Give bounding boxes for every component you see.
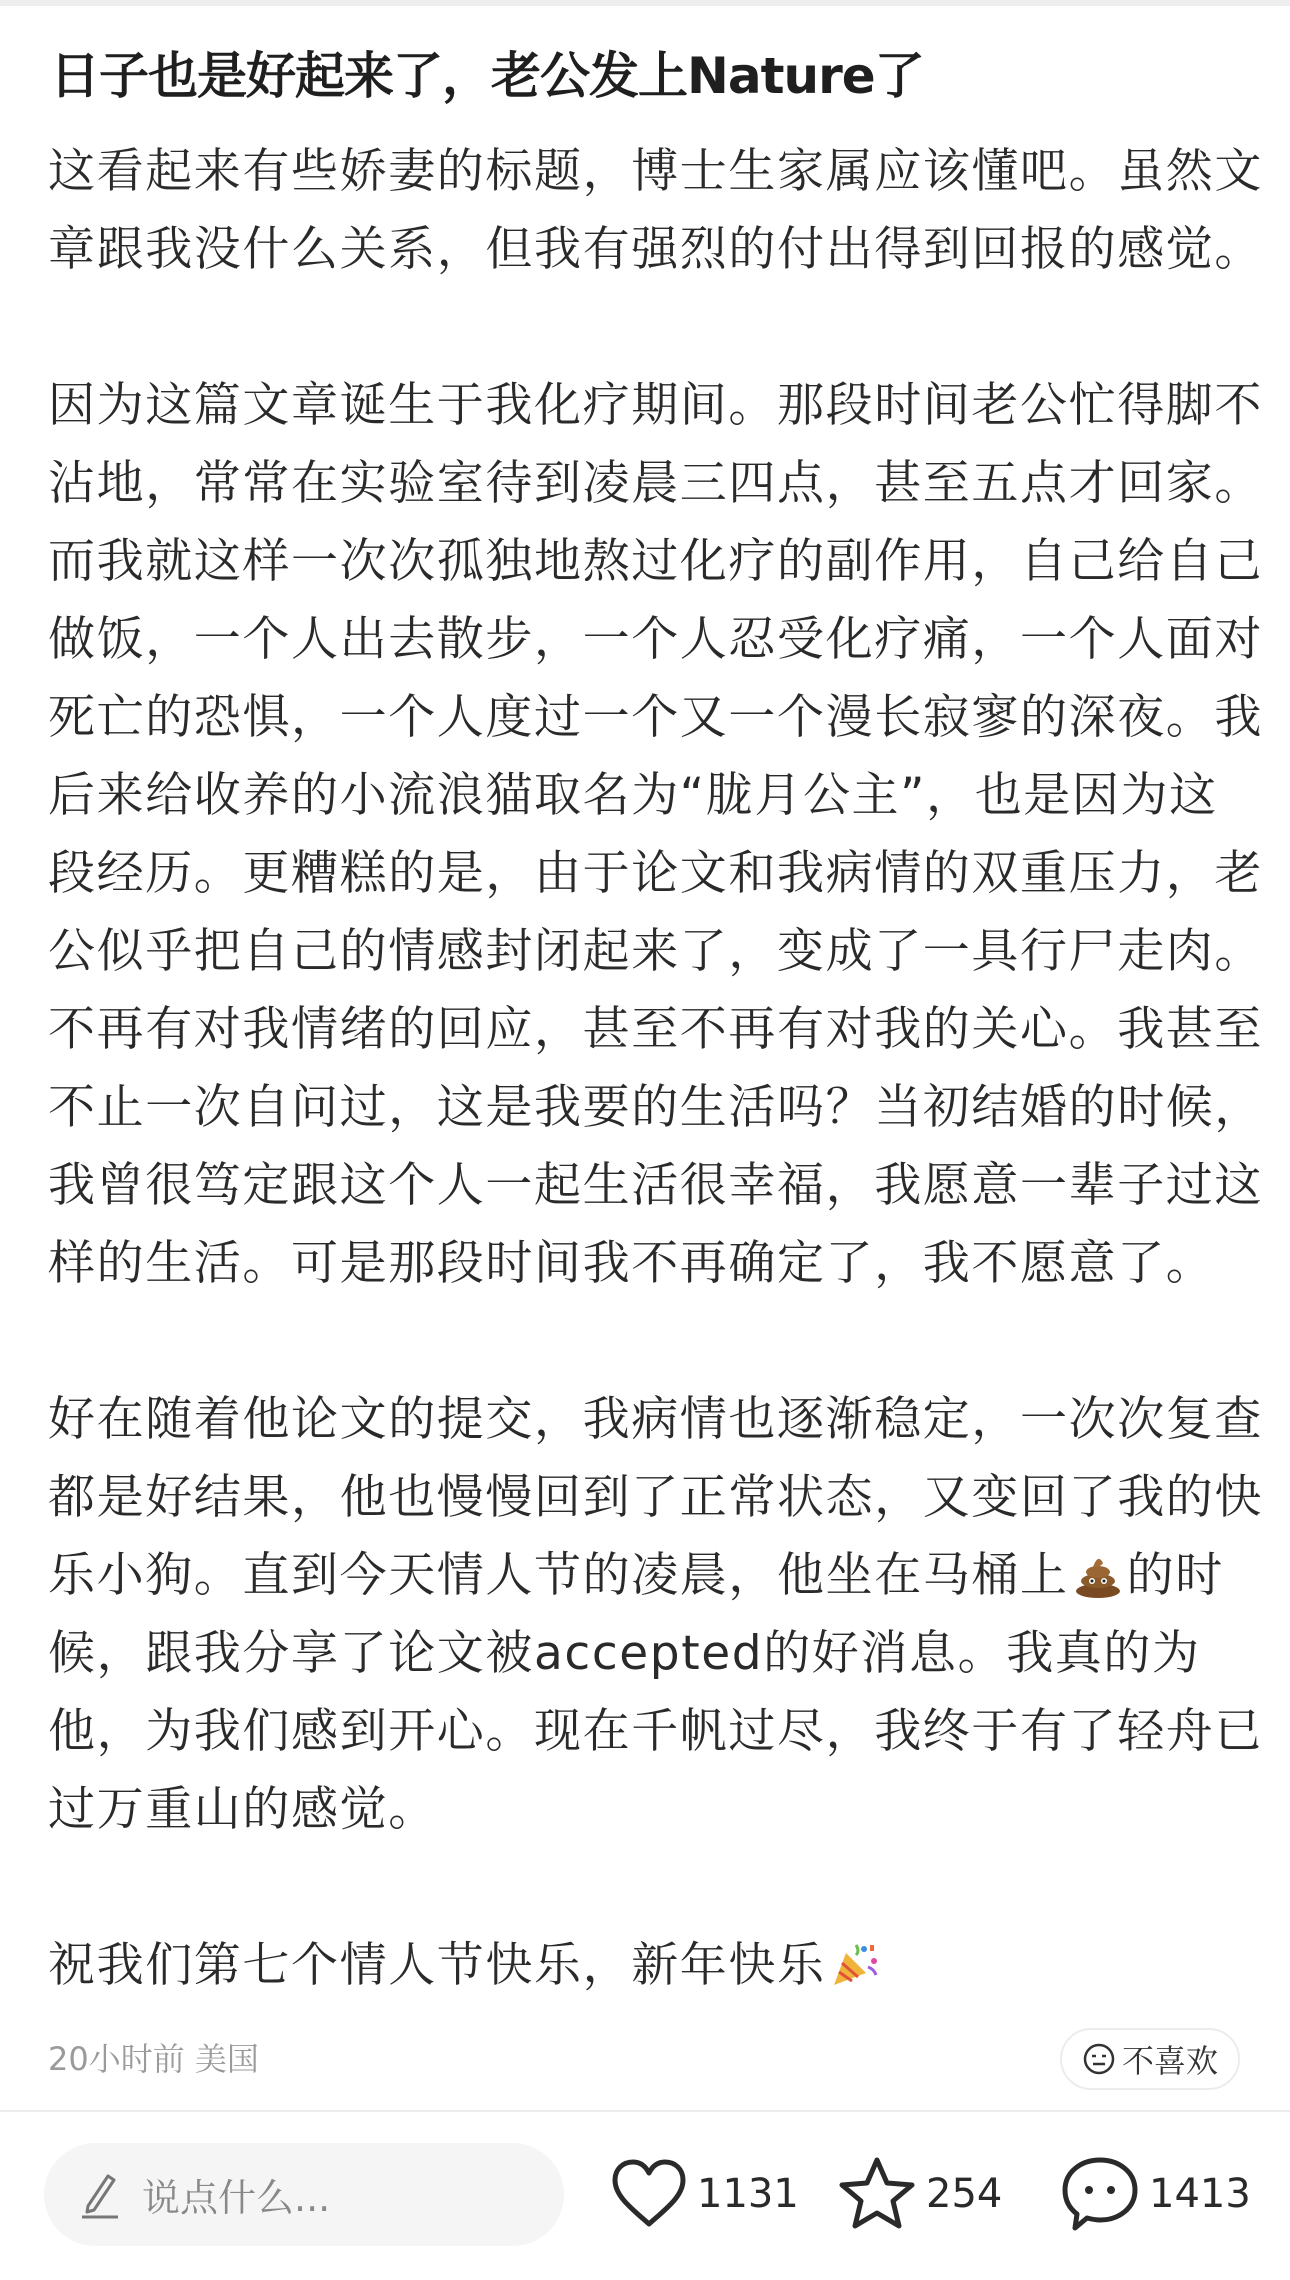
favorite-count: 254: [926, 2171, 1003, 2217]
text-line: 这看起来有些娇妻的标题，博士生家属应该懂吧。虽然文: [48, 144, 1263, 199]
text-line: 死亡的恐惧，一个人度过一个又一个漫长寂寥的深夜。我: [48, 690, 1263, 745]
post-title: 日子也是好起来了，老公发上Nature了: [50, 47, 924, 105]
text-line: 候，跟我分享了论文被accepted的好消息。我真的为: [48, 1626, 1201, 1681]
paragraph-4: [48, 1927, 1248, 2005]
star-icon: [838, 2156, 916, 2232]
text-line: 而我就这样一次次孤独地熬过化疗的副作用，自己给自己: [48, 534, 1263, 589]
text-line: 因为这篇文章诞生于我化疗期间。那段时间老公忙得脚不: [48, 378, 1263, 433]
text-line: 不止一次自问过，这是我要的生活吗？当初结婚的时候，: [48, 1080, 1263, 1135]
text-line: 样的生活。可是那段时间我不再确定了，我不愿意了。: [48, 1236, 1215, 1291]
text-line: 好在随着他论文的提交，我病情也逐渐稳定，一次次复查: [48, 1392, 1263, 1447]
text-segment: 的时: [1126, 1548, 1224, 1603]
text-segment: 祝我们第七个情人节快乐，新年快乐: [48, 1938, 826, 1993]
post-body: [48, 133, 1263, 2083]
text-line: 公似乎把自己的情感封闭起来了，变成了一具行尸走肉。: [48, 924, 1263, 979]
text-line: 都是好结果，他也慢慢回到了正常状态，又变回了我的快: [48, 1470, 1263, 1525]
text-line: 沾地，常常在实验室待到凌晨三四点，甚至五点才回家。: [48, 456, 1263, 511]
comment-count: 1413: [1149, 2171, 1251, 2217]
text-line: 章跟我没什么关系，但我有强烈的付出得到回报的感觉。: [48, 222, 1263, 277]
like-button[interactable]: [611, 2158, 799, 2230]
favorite-button[interactable]: [838, 2158, 1002, 2230]
dislike-label: 不喜欢: [1121, 2042, 1218, 2080]
text-line: [48, 1537, 1248, 1615]
text-line: 做饭，一个人出去散步，一个人忍受化疗痛，一个人面对: [48, 612, 1263, 667]
text-segment: 乐小狗。直到今天情人节的凌晨，他坐在马桶上: [48, 1548, 1069, 1603]
dislike-button[interactable]: [1060, 2028, 1240, 2090]
party-popper-emoji-icon: [830, 1939, 880, 1989]
comment-button[interactable]: [1061, 2158, 1251, 2230]
paragraph-2: [48, 367, 1263, 1303]
text-line: 不再有对我情绪的回应，甚至不再有对我的关心。我甚至: [48, 1002, 1263, 1057]
comment-input[interactable]: [44, 2143, 564, 2246]
top-strip: [0, 0, 1290, 6]
comment-placeholder: 说点什么...: [142, 2176, 331, 2220]
comment-bubble-icon: [1061, 2156, 1139, 2232]
pencil-icon: [78, 2170, 122, 2220]
text-line: 段经历。更糟糕的是，由于论文和我病情的双重压力，老: [48, 846, 1263, 901]
paragraph-1: [48, 133, 1263, 289]
text-line: [48, 1927, 1248, 2005]
heart-icon: [611, 2158, 687, 2230]
text-line: 他，为我们感到开心。现在千帆过尽，我终于有了轻舟已: [48, 1704, 1263, 1759]
paragraph-3: [48, 1381, 1263, 1849]
like-count: 1131: [697, 2171, 799, 2217]
poop-emoji-icon: [1073, 1549, 1123, 1599]
text-line: 后来给收养的小流浪猫取名为“胧月公主”，也是因为这: [48, 768, 1218, 823]
neutral-face-icon: [1082, 2042, 1116, 2076]
text-line: 我曾很笃定跟这个人一起生活很幸福，我愿意一辈子过这: [48, 1158, 1263, 1213]
post-meta: 20小时前 美国: [48, 2040, 259, 2078]
divider: [0, 2110, 1290, 2112]
text-line: 过万重山的感觉。: [48, 1782, 437, 1837]
